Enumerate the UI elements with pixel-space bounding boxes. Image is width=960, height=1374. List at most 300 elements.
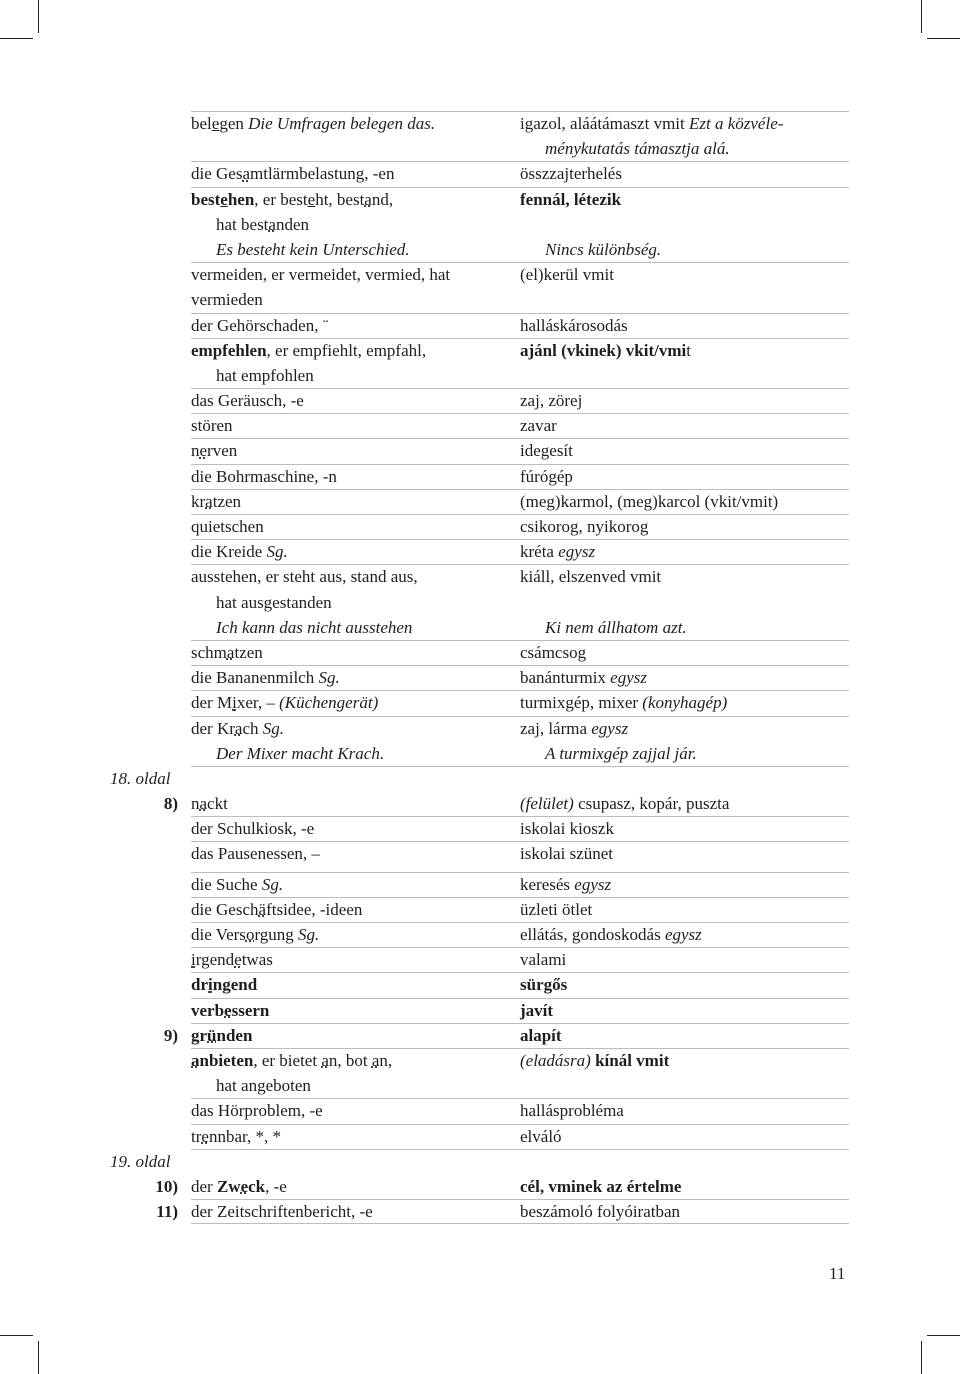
vocab-row <box>0 1199 960 1224</box>
german-term <box>191 1124 281 1149</box>
text-segment: Sg. <box>266 542 288 562</box>
row-rule <box>191 464 849 465</box>
vocab-row <box>0 539 960 564</box>
row-rule <box>191 972 849 973</box>
german-term <box>191 438 237 463</box>
vocab-row <box>0 690 960 715</box>
text-segment: (el)kerül vmit <box>520 265 614 285</box>
german-term <box>191 1073 311 1098</box>
german-term <box>191 187 393 212</box>
vocab-row <box>0 665 960 690</box>
german-term <box>191 816 314 841</box>
text-segment: sürgős <box>520 975 568 995</box>
vocab-row <box>0 1023 960 1048</box>
german-term <box>191 539 288 564</box>
text-segment: a <box>321 1050 329 1070</box>
german-term <box>191 237 410 262</box>
vocab-row <box>0 640 960 665</box>
vocab-row <box>0 438 960 463</box>
section-header-row <box>0 766 960 791</box>
text-segment: i <box>191 950 196 970</box>
hungarian-translation <box>520 791 729 816</box>
text-segment: ü <box>207 1025 217 1045</box>
hungarian-translation <box>520 841 613 866</box>
text-segment: hat empfohlen <box>216 365 314 385</box>
german-term <box>191 338 426 363</box>
hungarian-translation <box>520 489 778 514</box>
text-segment: stören <box>191 416 233 436</box>
vocab-row <box>0 313 960 338</box>
hungarian-translation <box>520 136 730 161</box>
text-segment: javít <box>520 1000 554 1020</box>
text-segment: egysz <box>574 874 612 894</box>
text-segment: , er empfiehlt, empfahl, <box>266 340 427 360</box>
row-rule <box>191 1023 849 1024</box>
german-term <box>191 564 418 589</box>
text-segment: e <box>220 189 228 209</box>
german-term <box>191 161 394 186</box>
vocab-row <box>0 791 960 816</box>
text-segment: üzleti ötlet <box>520 899 593 919</box>
german-term <box>191 287 263 312</box>
row-rule <box>191 1098 849 1099</box>
text-segment: ajánl (vkinek) vkit/vmi <box>520 340 687 360</box>
text-segment: ch <box>242 718 263 738</box>
text-segment: (konyhagép) <box>642 693 728 713</box>
text-segment: nden <box>216 1025 253 1045</box>
hungarian-translation <box>520 338 691 363</box>
text-segment: a <box>242 164 251 184</box>
hungarian-translation <box>520 816 614 841</box>
row-rule <box>191 514 849 515</box>
crop-mark <box>921 0 922 33</box>
vocab-row <box>0 972 960 997</box>
vocab-row <box>0 464 960 489</box>
text-segment: Der Mixer macht Krach. <box>216 743 385 763</box>
text-segment: ellátás, gondoskodás <box>520 925 665 944</box>
text-segment: gr <box>191 1025 208 1045</box>
text-segment: der M <box>191 693 233 713</box>
exercise-number: 10) <box>155 1176 178 1196</box>
row-rule <box>191 1199 849 1200</box>
text-segment: a <box>226 642 235 662</box>
hungarian-translation <box>520 1098 624 1123</box>
text-segment: das Pausenessen, – <box>191 844 320 864</box>
text-segment: a <box>205 491 213 511</box>
german-term <box>191 716 284 741</box>
text-segment: nnbar, *, * <box>208 1126 281 1146</box>
text-segment: Sg. <box>262 718 284 738</box>
vocab-row <box>0 816 960 841</box>
text-segment: nbieten <box>199 1050 254 1070</box>
hungarian-translation <box>520 947 566 972</box>
german-term <box>191 1048 392 1073</box>
text-segment: (meg)karmol, (meg)karcol (vkit/vmit) <box>520 491 779 511</box>
german-term <box>191 413 233 438</box>
german-term <box>191 615 412 640</box>
german-term <box>191 897 362 922</box>
vocab-row <box>0 262 960 287</box>
text-segment: best <box>191 189 221 209</box>
vocab-row <box>0 1048 960 1073</box>
german-term <box>191 212 309 237</box>
german-term <box>191 464 337 489</box>
text-segment: e <box>201 1126 209 1146</box>
german-term <box>191 1174 287 1199</box>
row-rule <box>191 922 849 923</box>
hungarian-translation <box>520 161 622 186</box>
row-rule <box>191 897 849 898</box>
german-term <box>191 872 283 897</box>
german-term <box>191 313 328 338</box>
crop-mark <box>0 38 33 39</box>
text-segment: ä <box>258 899 267 919</box>
text-segment: der Schulkiosk, -e <box>191 819 315 839</box>
row-rule <box>191 1149 849 1150</box>
text-segment: e <box>307 189 316 209</box>
text-segment: rgend <box>195 950 235 970</box>
hungarian-translation <box>520 413 557 438</box>
german-term <box>191 1023 252 1048</box>
text-segment: valami <box>520 950 567 970</box>
text-segment: Zw <box>216 1176 241 1196</box>
text-segment: n, <box>379 1050 393 1070</box>
vocabulary-list <box>0 111 960 1224</box>
hungarian-translation <box>520 640 586 665</box>
text-segment: kiáll, elszenved vmit <box>520 567 662 587</box>
vocab-row <box>0 1098 960 1123</box>
german-term <box>191 791 228 816</box>
hungarian-translation <box>520 438 573 463</box>
text-segment: e <box>211 114 220 133</box>
text-segment: Sg. <box>298 925 320 944</box>
text-segment: fennál, létezik <box>520 189 622 209</box>
vocab-row <box>0 388 960 413</box>
text-segment: cél, vminek az értelme <box>520 1176 682 1196</box>
text-segment: ssern <box>231 1000 270 1020</box>
text-segment: die Gesch <box>191 899 259 919</box>
text-segment: a <box>191 1050 200 1070</box>
text-segment: tr <box>191 1126 202 1146</box>
text-segment: die Kreide <box>191 542 267 562</box>
hungarian-translation <box>520 514 648 539</box>
row-rule <box>191 338 849 339</box>
text-segment: Sg. <box>261 874 284 894</box>
text-segment: xer, – <box>236 693 280 713</box>
german-term <box>191 947 273 972</box>
vocab-row <box>0 872 960 897</box>
vocab-row <box>0 998 960 1023</box>
text-segment: e <box>240 1176 249 1196</box>
text-segment: egysz <box>664 925 702 944</box>
text-segment: csupasz, kopár, puszta <box>573 794 730 814</box>
row-rule <box>191 1124 849 1125</box>
text-segment: iskolai kioszk <box>520 819 614 839</box>
text-segment: hallásprobléma <box>520 1101 624 1121</box>
vocab-row <box>0 187 960 212</box>
text-segment: összzajterhelés <box>520 164 622 184</box>
hungarian-translation <box>520 237 661 262</box>
text-segment: ck <box>248 1176 266 1196</box>
text-segment: alapít <box>520 1025 562 1045</box>
text-segment: zavar <box>520 416 557 436</box>
hungarian-translation <box>520 539 595 564</box>
row-rule <box>191 640 849 641</box>
text-segment: Ki nem állhatom azt. <box>545 617 687 637</box>
text-segment: o <box>245 925 255 944</box>
hungarian-translation <box>520 1048 669 1073</box>
row-rule <box>191 489 849 490</box>
german-term <box>191 922 319 947</box>
text-segment: Ich kann das nicht ausstehen <box>216 617 413 637</box>
text-segment: e <box>199 441 208 461</box>
text-segment: ftsidee, -ideen <box>266 899 363 919</box>
hungarian-translation <box>520 922 702 947</box>
hungarian-translation <box>520 262 614 287</box>
text-segment: die Bohrmaschine, -n <box>191 466 337 486</box>
german-term <box>191 590 332 615</box>
german-term <box>191 690 378 715</box>
text-segment: rgung <box>254 925 299 944</box>
hungarian-translation <box>520 1199 680 1224</box>
crop-mark <box>927 1335 960 1336</box>
text-segment: e <box>224 1000 232 1020</box>
text-segment: t <box>686 340 691 360</box>
text-segment: igazol, aláátámaszt vmit <box>520 114 689 133</box>
text-segment: hat angeboten <box>216 1076 311 1096</box>
hungarian-translation <box>520 313 628 338</box>
hungarian-translation <box>520 111 783 136</box>
text-segment: hen <box>227 189 255 209</box>
german-term <box>191 489 241 514</box>
text-segment: elváló <box>520 1126 562 1146</box>
text-segment: der Zeitschriftenbericht, -e <box>191 1202 373 1222</box>
vocab-row <box>0 363 960 388</box>
text-segment: Es besteht kein Unterschied. <box>216 239 410 259</box>
hungarian-translation <box>520 388 582 413</box>
text-segment: zaj, zörej <box>520 391 583 411</box>
text-segment: idegesít <box>520 441 573 461</box>
row-rule <box>191 388 849 389</box>
text-segment: gen <box>219 114 249 133</box>
vocab-row <box>0 615 960 640</box>
hungarian-translation <box>520 1174 681 1199</box>
text-segment: der <box>191 1176 217 1196</box>
text-segment: schm <box>191 642 227 662</box>
text-segment: e <box>234 950 242 970</box>
german-term <box>191 1098 323 1123</box>
vocab-row <box>0 741 960 766</box>
text-segment: egysz <box>558 542 596 562</box>
text-segment: ckt <box>207 794 228 814</box>
text-segment: tzen <box>234 642 263 662</box>
text-segment: vermieden <box>191 290 263 310</box>
text-segment: a <box>234 718 243 738</box>
text-segment: n <box>191 441 200 461</box>
hungarian-translation <box>520 897 592 922</box>
row-rule <box>191 161 849 162</box>
text-segment: a <box>371 1050 380 1070</box>
text-segment: die Bananenmilch <box>191 668 319 688</box>
german-term <box>191 972 257 997</box>
german-term <box>191 741 384 766</box>
german-term <box>191 640 263 665</box>
hungarian-translation <box>520 564 661 589</box>
text-segment: ausstehen, er steht aus, stand aus, <box>191 567 418 587</box>
text-segment: a <box>364 189 372 209</box>
row-rule <box>191 766 849 767</box>
text-segment: die Vers <box>191 925 246 944</box>
text-segment: n <box>191 794 200 814</box>
vocab-row <box>0 111 960 136</box>
text-segment: banánturmix <box>520 668 611 688</box>
text-segment: verb <box>191 1000 225 1020</box>
row-rule <box>191 187 849 188</box>
row-rule <box>191 564 849 565</box>
german-term <box>191 841 320 866</box>
text-segment: nden <box>275 214 309 234</box>
text-segment: rven <box>207 441 238 461</box>
text-segment: das Geräusch, -e <box>191 391 304 411</box>
german-term <box>191 111 435 136</box>
hungarian-translation <box>520 464 573 489</box>
row-rule <box>191 816 849 817</box>
text-segment: vermeiden, er vermeidet, vermied, hat <box>191 265 451 285</box>
text-segment: n, bot <box>328 1050 372 1070</box>
german-term <box>191 262 450 287</box>
text-segment: hat ausgestanden <box>216 592 332 612</box>
row-rule <box>191 872 849 873</box>
german-term <box>191 998 269 1023</box>
text-segment: dr <box>191 975 208 995</box>
text-segment: empfehlen <box>191 340 267 360</box>
row-rule <box>191 947 849 948</box>
text-segment: hat best <box>216 214 269 234</box>
row-rule <box>191 998 849 999</box>
vocab-row <box>0 413 960 438</box>
page-number: 11 <box>829 1264 846 1283</box>
row-rule <box>191 438 849 439</box>
text-segment: a <box>268 214 276 234</box>
text-segment: zaj, lárma <box>520 718 592 738</box>
vocab-row <box>0 136 960 161</box>
text-segment: Die Umfragen belegen das. <box>248 114 436 133</box>
row-rule <box>191 262 849 263</box>
text-segment: fúrógép <box>520 466 573 486</box>
text-segment: mtlärmbelastung, -en <box>250 164 395 184</box>
text-segment: halláskárosodás <box>520 315 628 335</box>
vocab-row <box>0 287 960 312</box>
text-segment: kínál vmit <box>590 1050 670 1070</box>
vocab-row <box>0 590 960 615</box>
vocab-row <box>0 897 960 922</box>
row-rule <box>191 111 849 112</box>
vocab-row <box>0 841 960 866</box>
text-segment: ht, best <box>315 189 365 209</box>
vocab-row <box>0 564 960 589</box>
text-segment: iskolai szünet <box>520 844 614 864</box>
crop-mark <box>38 0 39 33</box>
text-segment: die Suche <box>191 874 262 894</box>
text-segment: nd, <box>371 189 394 209</box>
hungarian-translation <box>520 741 697 766</box>
german-term <box>191 1199 373 1224</box>
row-rule <box>191 716 849 717</box>
text-segment: a <box>199 794 208 814</box>
exercise-number: 11) <box>156 1202 178 1222</box>
german-term <box>191 363 314 388</box>
section-label: 18. oldal <box>110 768 171 788</box>
text-segment: egysz <box>610 668 647 688</box>
text-segment: beszámoló folyóiratban <box>520 1202 681 1222</box>
text-segment: die Ges <box>191 164 243 184</box>
vocab-row <box>0 1174 960 1199</box>
text-segment: , er best <box>254 189 308 209</box>
text-segment: ménykutatás támasztja alá. <box>545 139 730 159</box>
text-segment: das Hörproblem, -e <box>191 1101 323 1121</box>
vocab-row <box>0 1124 960 1149</box>
text-segment: i <box>208 975 213 995</box>
vocab-row <box>0 716 960 741</box>
text-segment: , er bietet <box>253 1050 322 1070</box>
vocab-row <box>0 1073 960 1098</box>
section-header-row <box>0 1149 960 1174</box>
hungarian-translation <box>520 1124 562 1149</box>
text-segment: (Küchengerät) <box>279 693 379 713</box>
hungarian-translation <box>520 187 621 212</box>
vocab-row <box>0 212 960 237</box>
vocab-row <box>0 237 960 262</box>
text-segment: bel <box>191 114 212 133</box>
text-segment: twas <box>241 950 273 970</box>
text-segment: A turmixgép zajjal jár. <box>545 743 697 763</box>
text-segment: keresés <box>520 874 575 894</box>
text-segment: csikorog, nyikorog <box>520 517 649 536</box>
hungarian-translation <box>520 998 553 1023</box>
text-segment: der Gehörschaden, ¨ <box>191 315 329 335</box>
vocab-row <box>0 947 960 972</box>
hungarian-translation <box>520 615 687 640</box>
row-rule <box>191 413 849 414</box>
text-segment: kréta <box>520 542 559 562</box>
vocab-row <box>0 922 960 947</box>
row-rule <box>191 690 849 691</box>
row-rule <box>191 841 849 842</box>
text-segment: , -e <box>265 1176 287 1196</box>
text-segment: turmixgép, mixer <box>520 693 643 713</box>
german-term <box>191 514 264 539</box>
text-segment: (felület) <box>520 794 574 814</box>
text-segment: Ezt a közvéle- <box>689 114 784 133</box>
hungarian-translation <box>520 972 567 997</box>
bottom-rule <box>191 1223 849 1224</box>
row-rule <box>191 1048 849 1049</box>
hungarian-translation <box>520 665 647 690</box>
text-segment: der Kr <box>191 718 235 738</box>
text-segment: kr <box>191 491 206 511</box>
vocab-row <box>0 514 960 539</box>
hungarian-translation <box>520 1023 562 1048</box>
text-segment: i <box>232 693 237 713</box>
german-term <box>191 388 304 413</box>
text-segment: csámcsog <box>520 642 587 662</box>
vocab-row <box>0 338 960 363</box>
exercise-number: 9) <box>163 1025 178 1045</box>
german-term <box>191 665 340 690</box>
hungarian-translation <box>520 690 727 715</box>
text-segment: egysz <box>591 718 629 738</box>
vocab-row <box>0 161 960 186</box>
